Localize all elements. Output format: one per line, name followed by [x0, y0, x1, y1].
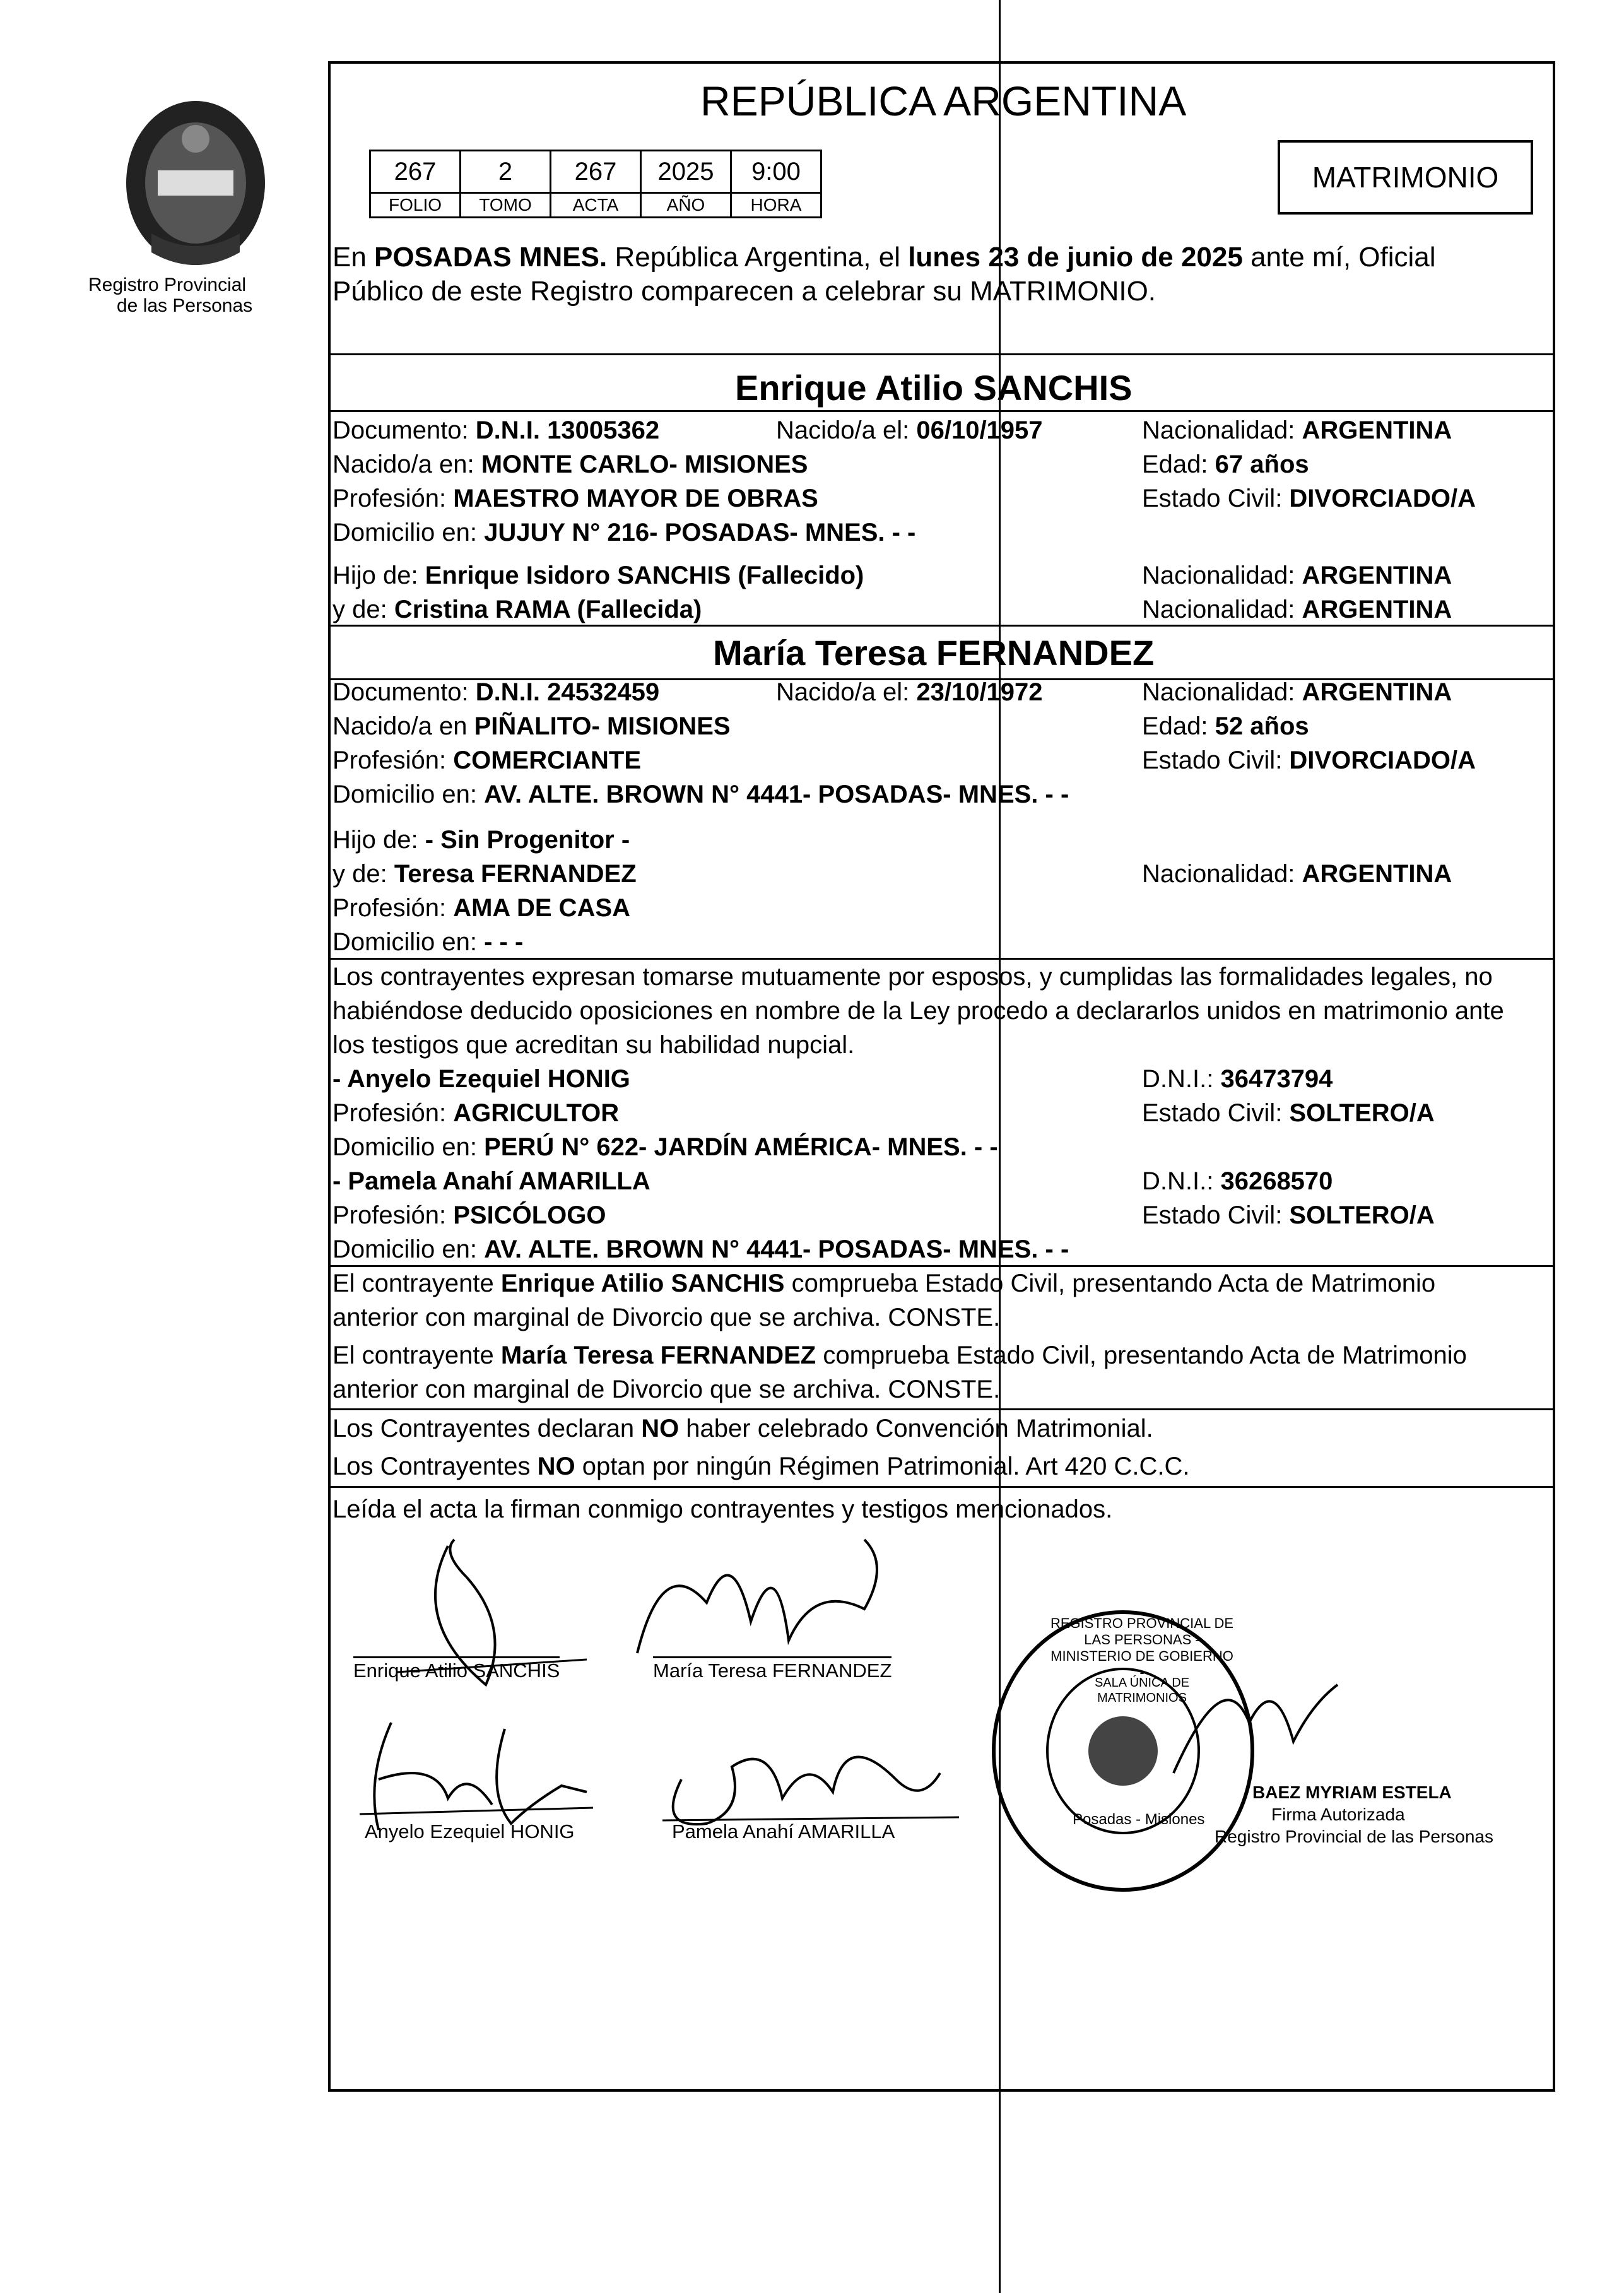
- folio-label: FOLIO: [370, 193, 461, 218]
- groom-place: Nacido/a en: MONTE CARLO- MISIONES: [332, 451, 808, 478]
- tomo-label: TOMO: [461, 193, 551, 218]
- groom-age: Edad: 67 años: [1142, 451, 1309, 478]
- acta-label: ACTA: [551, 193, 641, 218]
- witness2-signature-label: Pamela Anahí AMARILLA: [672, 1820, 895, 1842]
- official-name: BAEZ MYRIAM ESTELA: [1252, 1783, 1452, 1802]
- note2-line1: El contrayente María Teresa FERNANDEZ comprueba Estado Civil, presentando Acta de Matrimonio: [332, 1341, 1467, 1369]
- regime-line1: Los Contrayentes declaran NO haber celebrado Convención Matrimonial.: [332, 1415, 1153, 1442]
- folio-value: 267: [370, 151, 461, 193]
- bride-civil: Estado Civil: DIVORCIADO/A: [1142, 746, 1476, 774]
- bride-prof: Profesión: COMERCIANTE: [332, 746, 641, 774]
- groom-doc: Documento: D.N.I. 13005362: [332, 416, 660, 444]
- official-org: Registro Provincial de las Personas: [1215, 1827, 1493, 1846]
- witness1-dni: D.N.I.: 36473794: [1142, 1065, 1333, 1093]
- seal-inner-text: SALA ÚNICA DE MATRIMONIOS: [1094, 1676, 1190, 1705]
- declaration-line3: los testigos que acreditan su habilidad nupcial.: [332, 1031, 855, 1059]
- bride-doc: Documento: D.N.I. 24532459: [332, 678, 660, 706]
- bride-name: María Teresa FERNANDEZ: [713, 633, 1155, 673]
- anio-value: 2025: [641, 151, 731, 193]
- official-signature-icon: [1148, 1647, 1363, 1798]
- tomo-value: 2: [461, 151, 551, 193]
- declaration-line1: Los contrayentes expresan tomarse mutuamente por esposos, y cumplidas las formalidades legales, no: [332, 963, 1493, 991]
- bride-born: Nacido/a el: 23/10/1972: [776, 678, 1043, 706]
- hora-value: 9:00: [731, 151, 821, 193]
- regime-line2: Los Contrayentes NO optan por ningún Régimen Patrimonial. Art 420 C.C.C.: [332, 1453, 1190, 1480]
- bride-dom: Domicilio en: AV. ALTE. BROWN N° 4441- POSADAS- MNES. - -: [332, 781, 1069, 808]
- groom-born: Nacido/a el: 06/10/1957: [776, 416, 1043, 444]
- witness1-civil: Estado Civil: SOLTERO/A: [1142, 1099, 1435, 1127]
- intro-line2: Público de este Registro comparecen a celebrar su MATRIMONIO.: [332, 276, 1156, 307]
- bride-father: Hijo de: - Sin Progenitor -: [332, 826, 630, 854]
- official-role: Firma Autorizada: [1271, 1805, 1405, 1824]
- bride-mother-prof: Profesión: AMA DE CASA: [332, 894, 630, 922]
- logo-line2: de las Personas: [117, 295, 253, 316]
- bride-nat: Nacionalidad: ARGENTINA: [1142, 678, 1452, 706]
- witness2-name: - Pamela Anahí AMARILLA: [332, 1167, 650, 1195]
- acta-value: 267: [551, 151, 641, 193]
- witness2-prof: Profesión: PSICÓLOGO: [332, 1201, 606, 1229]
- witness1-dom: Domicilio en: PERÚ N° 622- JARDÍN AMÉRICA- MNES. - -: [332, 1133, 998, 1161]
- groom-father: Hijo de: Enrique Isidoro SANCHIS (Fallecido): [332, 562, 864, 589]
- intro-line1: En POSADAS MNES. República Argentina, el lunes 23 de junio de 2025 ante mí, Oficial: [332, 242, 1436, 273]
- bride-mother-nat: Nacionalidad: ARGENTINA: [1142, 860, 1452, 888]
- note1-line1: El contrayente Enrique Atilio SANCHIS comprueba Estado Civil, presentando Acta de Matrimonio: [332, 1270, 1436, 1297]
- witness1-signature-label: Anyelo Ezequiel HONIG: [365, 1820, 575, 1842]
- witness1-prof: Profesión: AGRICULTOR: [332, 1099, 620, 1127]
- registry-table: [369, 150, 822, 218]
- witness2-civil: Estado Civil: SOLTERO/A: [1142, 1201, 1435, 1229]
- groom-father-nat: Nacionalidad: ARGENTINA: [1142, 562, 1452, 589]
- logo-line1: Registro Provincial: [88, 274, 247, 295]
- groom-mother-nat: Nacionalidad: ARGENTINA: [1142, 596, 1452, 623]
- bride-place: Nacido/a en PIÑALITO- MISIONES: [332, 712, 731, 740]
- page-title: REPÚBLICA ARGENTINA: [700, 78, 1187, 124]
- groom-signature-label: Enrique Atilio SANCHIS: [353, 1656, 560, 1682]
- groom-nat: Nacionalidad: ARGENTINA: [1142, 416, 1452, 444]
- groom-name: Enrique Atilio SANCHIS: [735, 368, 1133, 408]
- seal-ring-text: REGISTRO PROVINCIAL DE LAS PERSONAS - MINISTERIO DE GOBIERNO -: [1050, 1615, 1234, 1680]
- witness2-dni: D.N.I.: 36268570: [1142, 1167, 1333, 1195]
- bride-mother-dom: Domicilio en: - - -: [332, 928, 524, 956]
- bride-signature-label: María Teresa FERNANDEZ: [653, 1656, 891, 1682]
- note1-line2: anterior con marginal de Divorcio que se archiva. CONSTE.: [332, 1304, 1001, 1331]
- witness2-dom: Domicilio en: AV. ALTE. BROWN N° 4441- POSADAS- MNES. - -: [332, 1235, 1069, 1263]
- groom-prof: Profesión: MAESTRO MAYOR DE OBRAS: [332, 485, 818, 512]
- groom-civil: Estado Civil: DIVORCIADO/A: [1142, 485, 1476, 512]
- witness1-name: - Anyelo Ezequiel HONIG: [332, 1065, 630, 1093]
- anio-label: AÑO: [641, 193, 731, 218]
- bride-mother: y de: Teresa FERNANDEZ: [332, 860, 637, 888]
- declaration-line2: habiéndose deducido oposiciones en nombre de la Ley procedo a declararlos unidos en matrimonio ante: [332, 997, 1504, 1025]
- provincial-emblem-icon: [114, 95, 278, 278]
- scan-fold-line: [999, 0, 1001, 2293]
- bride-age: Edad: 52 años: [1142, 712, 1309, 740]
- signatures-intro: Leída el acta la firman conmigo contrayentes y testigos mencionados.: [332, 1495, 1113, 1523]
- seal-bottom-text: Posadas - Misiones: [1073, 1811, 1205, 1828]
- groom-dom: Domicilio en: JUJUY N° 216- POSADAS- MNES. - -: [332, 519, 916, 546]
- hora-label: HORA: [731, 193, 821, 218]
- groom-mother: y de: Cristina RAMA (Fallecida): [332, 596, 702, 623]
- acta-type-box: MATRIMONIO: [1278, 140, 1533, 215]
- note2-line2: anterior con marginal de Divorcio que se archiva. CONSTE.: [332, 1376, 1001, 1403]
